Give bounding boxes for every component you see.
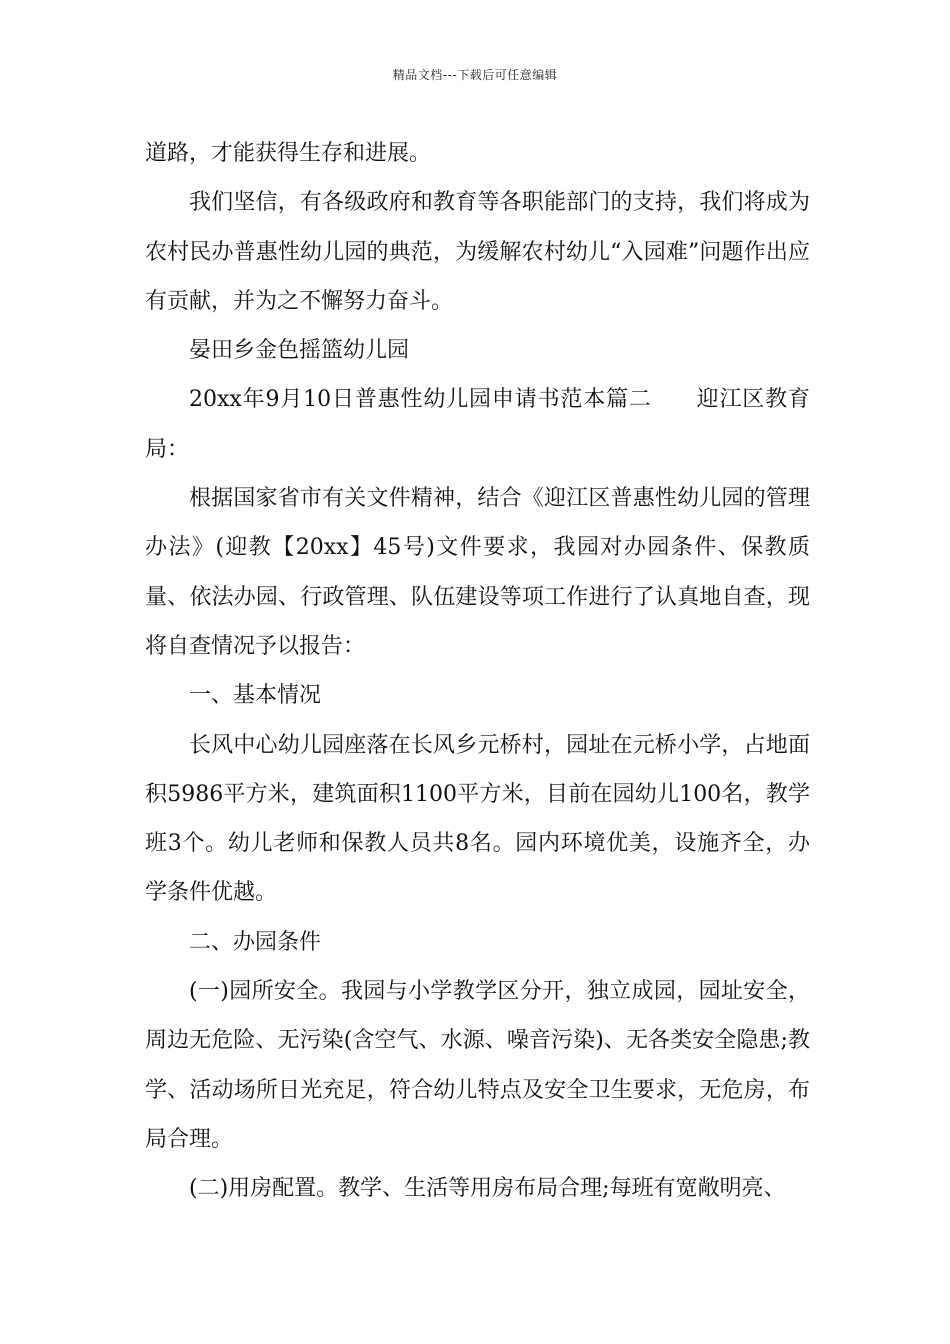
paragraph-2: 我们坚信，有各级政府和教育等各职能部门的支持，我们将成为农村民办普惠性幼儿园的典范，为缓解农村幼儿“入园难”问题作出应有贡献，并为之不懈努力奋斗。 — [145, 190, 810, 314]
date-title-text: 20xx年9月10日普惠性幼儿园申请书范本篇二 — [189, 387, 652, 413]
paragraph-safety: (一)园所安全。我园与小学教学区分开，独立成园，园址安全，周边无危险、无污染(含空气、水源、噪音污染)、无各类安全隐患;教学、活动场所日光充足，符合幼儿特点及安全卫生要求，无危房，布局合理。 — [145, 979, 810, 1152]
section-heading-conditions: 二、办园条件 — [189, 929, 322, 955]
paragraph-intro: 根据国家省市有关文件精神，结合《迎江区普惠性幼儿园的管理办法》(迎教【20xx】45号)文件要求，我园对办园条件、保教质量、依法办园、行政管理、队伍建设等项工作进行了认真地自查，现将自查情况予以报告： — [145, 486, 810, 659]
page-header: 精品文档---下载后可任意编辑 — [392, 68, 558, 82]
paragraph-rooms: (二)用房配置。教学、生活等用房布局合理;每班有宽敞明亮、 — [189, 1176, 786, 1202]
paragraph-title-date — [145, 375, 810, 474]
paragraph-signature: 晏田乡金色摇篮幼儿园 — [189, 338, 410, 364]
document-body — [145, 129, 810, 1214]
paragraph-basic-info: 长风中心幼儿园座落在长风乡元桥村，园址在元桥小学，占地面积5986平方米，建筑面积1100平方米，目前在园幼儿100名，教学班3个。幼儿老师和保教人员共8名。园内环境优美，设施齐全，办学条件优越。 — [145, 732, 810, 906]
paragraph-1: 道路，才能获得生存和进展。 — [145, 141, 432, 166]
addressee-text: 迎江区教育局： — [145, 387, 810, 462]
section-heading-basic: 一、基本情况 — [189, 683, 322, 709]
